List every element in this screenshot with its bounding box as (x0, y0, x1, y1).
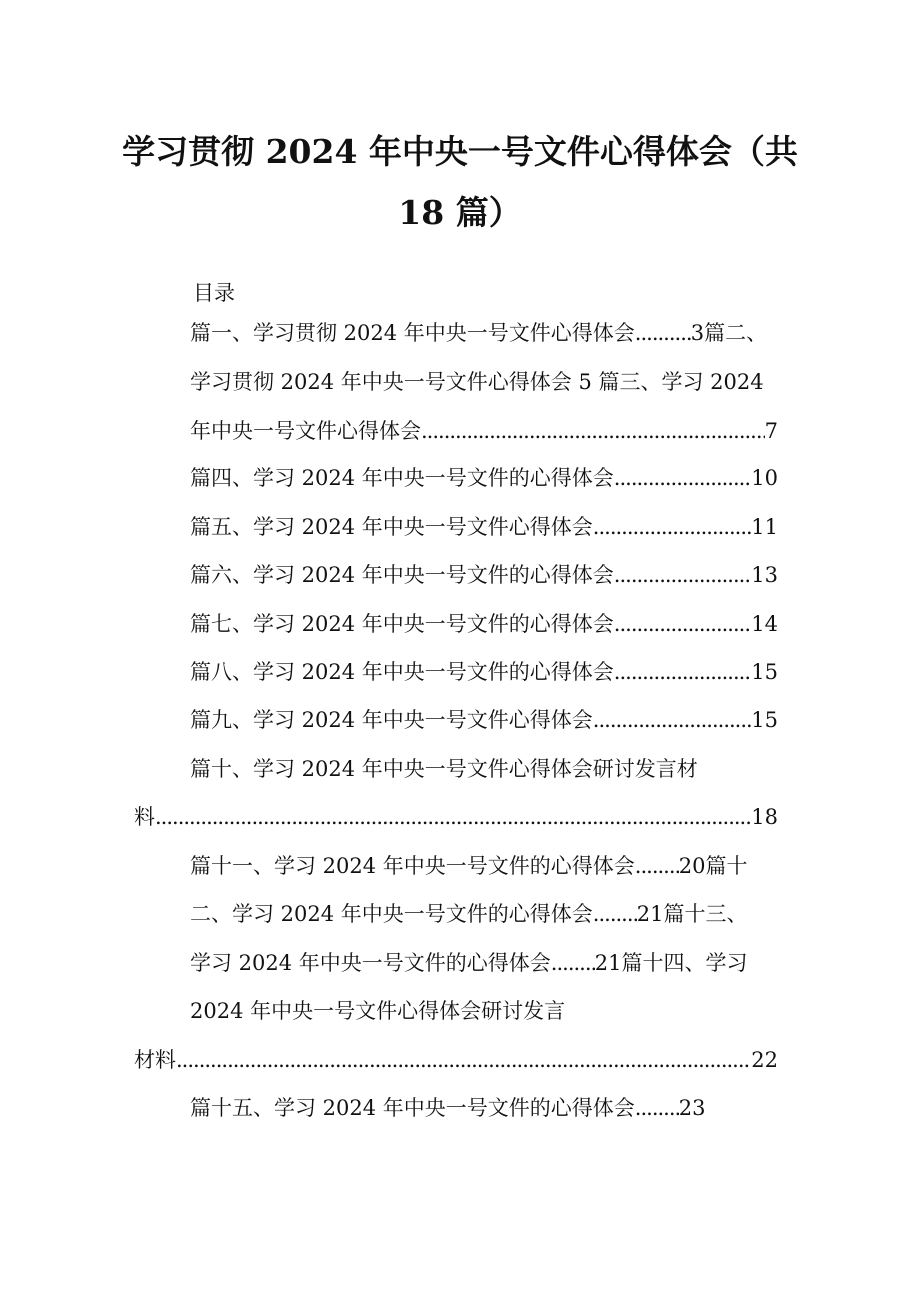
toc-entry-15 (190, 1093, 790, 1123)
toc-entry-title: 2024 年中央一号文件心得体会研讨发言 (190, 999, 566, 1023)
toc-page-number: 21 (594, 951, 622, 975)
toc-entry-12 (190, 899, 795, 929)
toc-entry-7 (190, 609, 778, 639)
toc-entry-10 (190, 754, 790, 784)
toc-entry-8 (190, 657, 778, 687)
toc-entry-title: 篇五、学习 2024 年中央一号文件心得体会 (190, 515, 593, 539)
toc-leader (155, 802, 751, 832)
toc-entry-title: 篇九、学习 2024 年中央一号文件心得体会 (190, 708, 593, 732)
toc-leader (614, 657, 751, 687)
toc-page-number: 22 (751, 1048, 778, 1072)
toc-leader (614, 609, 751, 639)
toc-leader (614, 463, 751, 493)
toc-entry-4 (190, 463, 778, 493)
toc-leader (593, 512, 751, 542)
toc-entry-title: 学习 2024 年中央一号文件的心得体会 (190, 951, 551, 975)
toc-entry-11 (190, 851, 786, 881)
toc-entry-6 (190, 560, 778, 590)
toc-leader (635, 851, 679, 881)
toc-entry-title: 篇七、学习 2024 年中央一号文件的心得体会 (190, 612, 614, 636)
toc-entry-1 (190, 318, 786, 348)
toc-page-number: 11 (751, 515, 778, 539)
toc-entry-title: 篇二、 (704, 321, 768, 345)
toc-entry-title: 篇十三、 (663, 902, 748, 926)
toc-entry-title: 年中央一号文件心得体会 (190, 419, 421, 443)
toc-entry-title: 篇一、学习贯彻 2024 年中央一号文件心得体会 (190, 321, 635, 345)
document-title-line2: 18 篇） (398, 193, 522, 232)
toc-page-number: 15 (751, 660, 778, 684)
toc-entry-title: 二、学习 2024 年中央一号文件的心得体会 (190, 902, 593, 926)
toc-leader (176, 1045, 751, 1075)
toc-page-number: 18 (751, 805, 778, 829)
toc-entry-title: 篇六、学习 2024 年中央一号文件的心得体会 (190, 563, 614, 587)
document-title-line1: 学习贯彻 2024 年中央一号文件心得体会（共 (122, 132, 798, 171)
toc-entry-title: 篇十一、学习 2024 年中央一号文件的心得体会 (190, 854, 635, 878)
toc-page-number: 15 (751, 708, 778, 732)
toc-leader (551, 948, 595, 978)
toc-page-number: 20 (678, 854, 706, 878)
toc-entry-title: 篇十、学习 2024 年中央一号文件心得体会研讨发言材 (190, 757, 698, 781)
toc-entry-14 (190, 996, 790, 1026)
toc-leader (593, 705, 751, 735)
toc-entry-5 (190, 512, 778, 542)
toc-entry-13 (190, 948, 786, 978)
toc-leader (421, 416, 765, 446)
toc-entry-title: 料 (134, 805, 155, 829)
toc-entry-10-cont (134, 802, 778, 832)
toc-leader (635, 1093, 679, 1123)
toc-page-number: 7 (764, 419, 778, 443)
toc-entry-title: 学习贯彻 2024 年中央一号文件心得体会 5 篇三、学习 2024 (190, 370, 764, 394)
toc-entry-2 (190, 367, 790, 397)
toc-entry-title: 篇十 (705, 854, 748, 878)
toc-entry-title: 篇八、学习 2024 年中央一号文件的心得体会 (190, 660, 614, 684)
toc-entry-14-cont (134, 1045, 778, 1075)
toc-page-number: 3 (690, 321, 705, 345)
toc-page-number: 23 (678, 1096, 706, 1120)
toc-page-number: 14 (751, 612, 778, 636)
toc-entry-title: 材料 (134, 1048, 176, 1072)
toc-entry-title: 篇四、学习 2024 年中央一号文件的心得体会 (190, 466, 614, 490)
toc-entry-9 (190, 705, 778, 735)
toc-leader (614, 560, 751, 590)
toc-page-number: 10 (751, 466, 778, 490)
toc-entry-title: 篇十五、学习 2024 年中央一号文件的心得体会 (190, 1096, 635, 1120)
toc-entry-3 (190, 416, 778, 446)
toc-entry-title: 篇十四、学习 (621, 951, 748, 975)
toc-leader (635, 318, 691, 348)
toc-label: 目录 (193, 281, 235, 305)
toc-page-number: 21 (636, 902, 664, 926)
toc-page-number: 13 (751, 563, 778, 587)
toc-leader (593, 899, 637, 929)
